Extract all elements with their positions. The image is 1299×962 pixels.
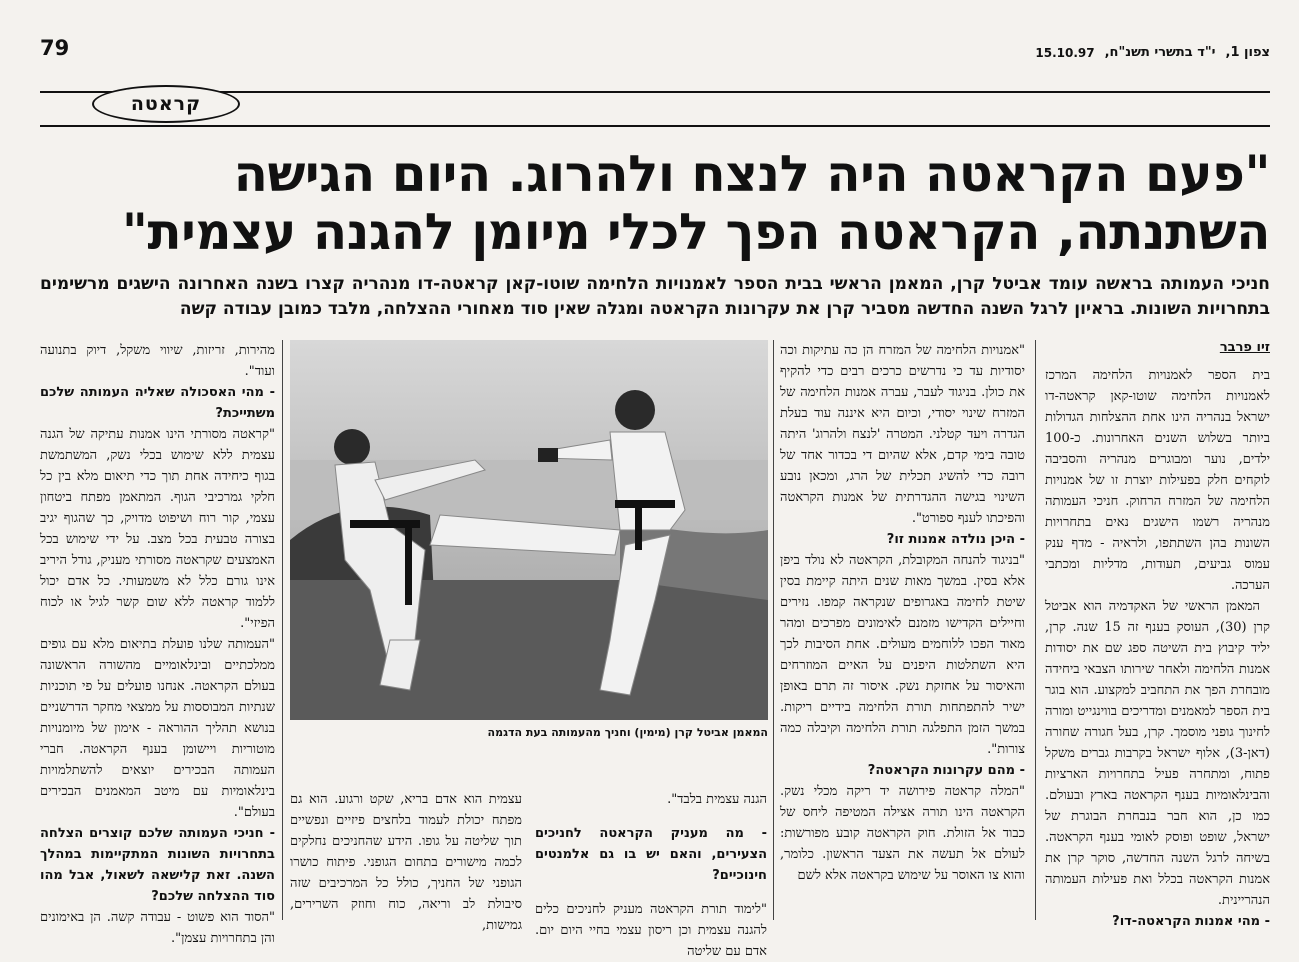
page-number: 79 <box>40 36 70 60</box>
headline-line-2: השתנתה, הקראטה הפך לכלי מיומן להגנה עצמית" <box>121 203 1270 261</box>
karate-photo <box>290 340 768 720</box>
col2-question-2: - מהם עקרונות הקראטה? <box>867 763 1025 778</box>
header-rule <box>40 125 1270 127</box>
below-photo-right-p1: הגנה עצמית בלבד". <box>667 792 767 807</box>
masthead <box>40 38 1270 60</box>
headline-line-1: "פעם הקראטה היה לנצח ולהרוג. היום הגישה <box>233 145 1270 203</box>
issue-info <box>1027 45 1270 60</box>
col5-question-2: - חניכי העמותה שלכם קוצרים הצלחה בתחרויות השונות המתקיימות במהלך השנה. זאת קלישאה לשאול, אבל מהו סוד ההצלחה שלכם? <box>40 826 275 904</box>
lede: חניכי העמותה בראשה עומד אביטל קרן, המאמן הראשי בבית הספר לאמנויות הלחימה שוטו-קאן קראטה-דו מנהריה קצרו בשנה האחרונה הישגים מרשימים בתחרויות השונות. בראיון לרגל השנה החדשה מסביר קרן את עקרונות הקראטה ומגלה שאין סוד מאחורי ההצלחה, מלבד כמובן עבודה קשה <box>40 274 1270 319</box>
column-divider <box>282 340 283 920</box>
col5-paragraph-1: מהירות, זריזות, שיווי משקל, דיוק בתנועה ועוד". <box>40 343 275 379</box>
col2-paragraph-2: "בניגוד להנחה המקובלת, הקראטה לא נולד ביפן אלא בסין. במשך מאות שנים היתה קיימת בסין שיטת לחימה באגרופים שנקראה קמפו. נזירים וחיילים הקדישו מזמנם לאימונים מפרכים ומהר מאוד הפכו ללוחמים מעולים. אחת הסיבות לכך היא השתלטות היפנים על האיים המוזרחים והאיסור על אחזקת נשק. איסור זה תרם באופן ישיר להתפתחות תורת הלחימה בידיים ריקות. במשך הזמן התפלגה תורת הלחימה וקיבלה כמה צורות". <box>780 553 1025 757</box>
below-photo-right-p2: "לימוד תורת הקראטה מעניק לחניכים כלים להגנה עצמית וכן ריסון עצמי בחיי היום יום. אדם עם שליטה <box>535 902 767 959</box>
below-photo-right-question: - מה מעניק הקראטה לחניכים הצעירים, והאם יש בו גם אלמנטים חינוכיים? <box>535 826 767 883</box>
below-photo-left-p1: עצמית הוא אדם בריא, שקט ורגוע. הוא גם מפתח יכולת לעמוד בלחצים פיזיים ונפשיים תוך שליטה על גופו. הידע שהחניכים נחלקים לכמה מישורים בתחום הגופני. פיתוח כושרו הגופני של החניך, כולל כל המרכיבים שזה סיבולת לב וריאה, כוח וחוזק השרירים, גמישות, <box>290 792 522 933</box>
col1-question: - מהי אמנות הקראטה-דו? <box>1112 914 1270 929</box>
col5-paragraph-4: "הסוד הוא פשוט - עבודה קשה. הן באימונים והן בתחרויות עצמן". <box>40 910 275 946</box>
col1-paragraph-1: בית הספר לאמנויות הלחימה המרכז לאמנויות הלחימה שוטו-קאן קראטה-דו ישראל בנהריה הינו אחת ההצלחות הגדולות ביותר בשלוש השנים האחרונות. כ-100 ילדים, נוער ומבוגרים מנהריה והסביבה לוקחים חלק בפעילות יוצרת זו של אמנויות הלחימה של המזרח הרחוק. חניכי העמותה מנהריה רשמו הישגים נאים בתחרויות השונות בהן השתתפו, ולראיה - מדף ענק עמוס גביעים, תעודות, מדליות ומכתבי הערכה. <box>1045 368 1270 593</box>
col5-question-1: - מהי האסכולה שאליה העמותה שלכם משתייכת? <box>40 385 275 421</box>
hebrew-date: י"ד בתשרי תשנ"ח, <box>1104 45 1216 60</box>
col2-paragraph-1: "אמנויות הלחימה של המזרח הן כה עתיקות וכה יסודיות עד כי נדרשים כרכים רבים כדי להקיף את כולן. בניגוד לעבר, עברה אמנות הלחימה של המזרח שינוי יסודי, וכיום היא איננה עוד בעלת הגדרה ויעד קטלני. המטרה 'לנצח ולהרוג' היתה טובה בימי קדם, אלא שהיום די בכדור אחד של רובה כדי להשיג תכלית של הרג, ומכאן נובע השינוי בגישה ההגדרתית של אמנות הקראטה והפיכתו לענף ספורט". <box>780 343 1025 526</box>
column-5 <box>40 340 275 946</box>
col2-question-1: - היכן נולדה אמנות זו? <box>886 532 1025 547</box>
column-divider <box>1035 340 1036 920</box>
below-photo-right <box>535 776 767 959</box>
publication-name: צפון 1, <box>1225 45 1270 60</box>
section-tag: קראטה <box>92 85 240 123</box>
photo-caption: המאמן אביטל קרן (מימין) וחניך מהעמותה בעת הדגמה <box>487 726 768 739</box>
col5-paragraph-2: "קראטה מסורתי הינו אמנות עתיקה של הגנה עצמית ללא שימוש בכלי נשק, המשתמשת בגוף כיחידה אחת תוך כדי תיאום מלא בין כל חלקי גמרכיבי הגוף. המתאמן מפתח ביטחון עצמי, קור רוח ושיפוט מדויק, כך שהגוף יגיב בצורה טבעית בכל מצב. על ידי שימוש בכל האמצעים שקראטה מסורתי מעניק, גודל היריב אינו גורם כלל לא משמעותי. כל אדם יכול ללמוד קראטה ללא שום קשר לגיל או לכוח הפיזי". <box>40 427 275 631</box>
col2-paragraph-3: "המלה קראטה פירושה יד ריקה מכלי נשק. הקראטה הינו תורה אצילה המטיפה ליחס של כבוד אל הזולת. חוק הקראטה קובע מפורשות: לעולם אל תעשה את הצעד הראשון. כלומר, והוא צו האוסר על שימוש בקראטה אלא לשם <box>780 784 1025 883</box>
column-1 <box>1045 340 1270 929</box>
headline <box>40 145 1270 261</box>
column-2 <box>780 340 1025 920</box>
col5-paragraph-3: "העמותה שלנו פועלת בתיאום מלא עם גופים ממלכתיים ובינלאומיים מהשורה הראשונה בעולם הקראטה. אנחנו פועלים על פי תוכניות שנתיות המבוססות על ממצאי מחקר הדרשניים בנושא תהליך ההוראה - אימון של מיומנויות מוטוריות ויישומן בענף הקראטה. חברי העמותה הבכירים יוצאים להשתלמויות בינלאומיות עם מיטב המאמנים הבכירים בעולם". <box>40 637 275 820</box>
issue-date: 15.10.97 <box>1035 46 1095 60</box>
col1-paragraph-2: המאמן הראשי של האקדמיה הוא אביטל קרן (30), העוסק בענף זה 15 שנה. קרן, יליד קיבוץ בית השיטה ספג שם את יסודות אמנות הלחימה ולאחר שירותו הצבאי ביחידה מובחרת הפך את התחביב למקצוע. הוא בוגר בית הספר למאמנים ומדריכים בווינגייט ומורה לחינוך גופני מוסמך. קרן, בעל חגורה שחורה (דאן-3), אלוף ישראל בקרבות גברים משקל פתוח, ומתחרה פעיל בתחרויות הארציות והבינלאומיות בענף הקראטה בארץ ובעולם. כמו כן, הוא חבר בנבחרת הבוגרת של ישראל, שופט ופוסק לאומי בענף הקראטה. בשיחה לרגל השנה החדשה, סוקר קרן את אמנות הקראטה בכלל ואת פעילות העמותה הנהריינית. <box>1045 599 1270 908</box>
column-divider <box>773 340 774 920</box>
byline: זיו פרבר <box>1219 340 1270 355</box>
below-photo-left <box>290 776 522 933</box>
photo-illustration <box>290 340 768 720</box>
